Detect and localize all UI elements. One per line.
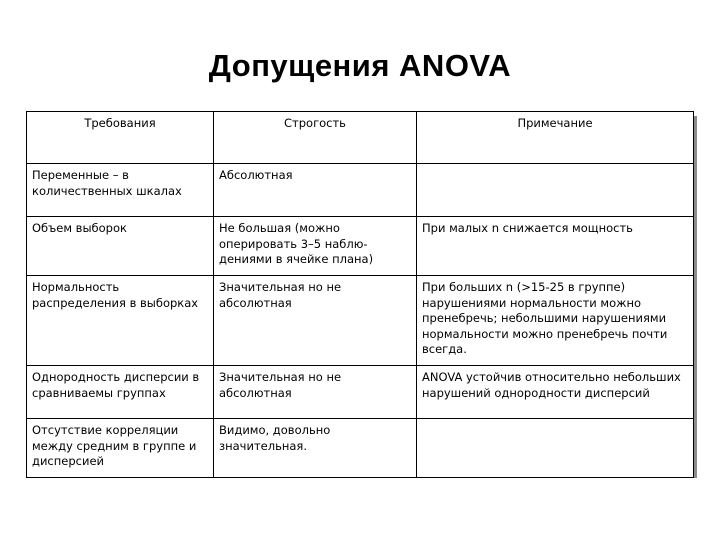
strictness-cell: Абсолютная: [214, 164, 417, 217]
note-cell: При больших n (>15-25 в группе) нарушениями нормальности можно пренебречь; небольшими нарушениями нормальности можно пренебречь почти всегда.: [417, 276, 694, 366]
strictness-cell: Не большая (можно оперировать 3–5 наблю-дениями в ячейке плана): [214, 217, 417, 276]
requirement-cell: Нормальность распределения в выборках: [27, 276, 214, 366]
header-note: Примечание: [417, 112, 694, 164]
table-row: [27, 164, 694, 217]
slide-title: Допущения ANOVA: [208, 48, 512, 83]
table-row: [27, 366, 694, 419]
note-cell: [417, 419, 694, 478]
requirement-cell: Отсутствие корреляции между средним в группе и дисперсией: [27, 419, 214, 478]
note-cell: [417, 164, 694, 217]
strictness-cell: Значительная но не абсолютная: [214, 366, 417, 419]
note-cell: При малых n снижается мощность: [417, 217, 694, 276]
table-row: [27, 419, 694, 478]
table-row: [27, 217, 694, 276]
anova-assumptions-table: [26, 111, 694, 478]
strictness-cell: Видимо, довольно значительная.: [214, 419, 417, 478]
strictness-cell: Значительная но не абсолютная: [214, 276, 417, 366]
requirement-cell: Объем выборок: [27, 217, 214, 276]
note-cell: ANOVA устойчив относительно небольших нарушений однородности дисперсий: [417, 366, 694, 419]
header-requirements: Требования: [27, 112, 214, 164]
table-header-row: [27, 112, 694, 164]
requirement-cell: Переменные – в количественных шкалах: [27, 164, 214, 217]
header-strictness: Строгость: [214, 112, 417, 164]
requirement-cell: Однородность дисперсии в сравниваемы группах: [27, 366, 214, 419]
table-row: [27, 276, 694, 366]
